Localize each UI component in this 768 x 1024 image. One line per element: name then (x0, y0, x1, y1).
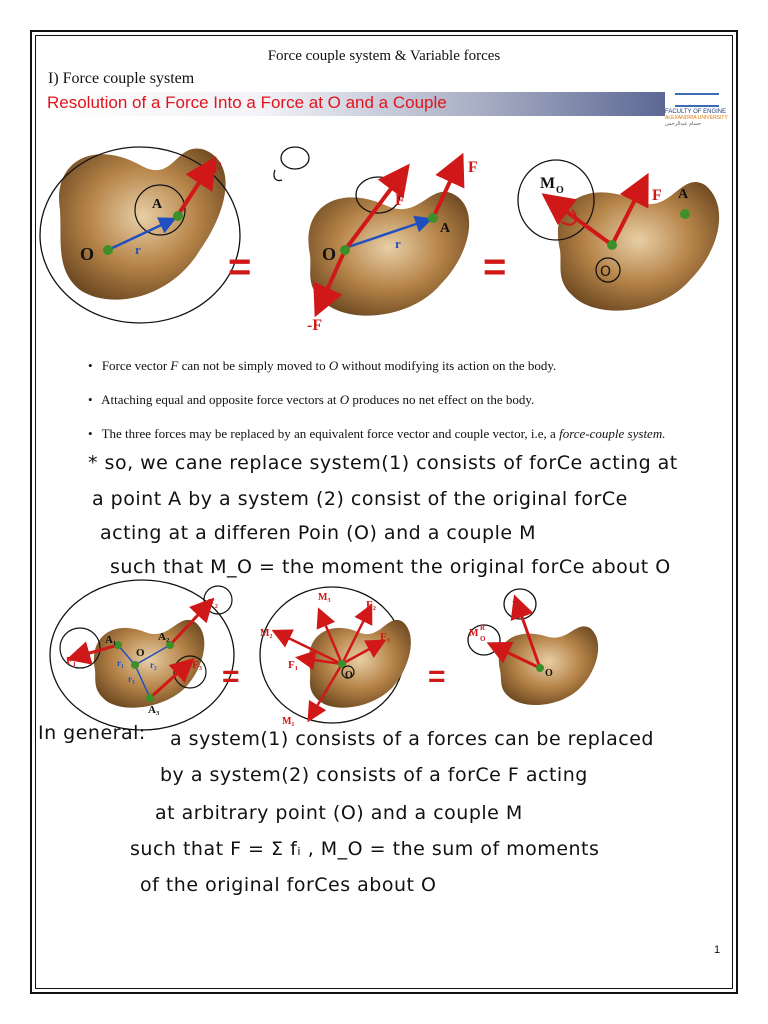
svg-text:M: M (469, 628, 479, 639)
svg-text:O: O (345, 670, 353, 681)
svg-text:M₃: M₃ (318, 592, 331, 603)
svg-text:A₃: A₃ (148, 704, 160, 716)
handwritten-note2-line5: of the original forCes about O (140, 874, 437, 896)
handwritten-note2-line2: by a system(2) consists of a forCe F acting (160, 764, 588, 786)
bullet-item: • Force vector F can not be simply moved to O without modifying its action on the body. (88, 358, 748, 374)
label-A: A (440, 221, 451, 236)
label-r: r (135, 242, 141, 257)
label-negF: -F (307, 317, 323, 334)
svg-text:r₁: r₁ (117, 658, 124, 668)
bullet-item: • The three forces may be replaced by an equivalent force vector and couple vector, i.e, a force-couple system. (88, 426, 748, 442)
svg-text:F₃: F₃ (192, 659, 203, 671)
logo-line3: حسام عبدالرحمن (665, 121, 702, 127)
section-heading: I) Force couple system (48, 70, 195, 87)
page-number: 1 (714, 944, 721, 956)
label-O: O (80, 244, 95, 264)
rigid-body-system-3 (468, 589, 598, 705)
equals-sign-1: = (228, 245, 252, 289)
svg-text:R: R (480, 624, 486, 632)
svg-text:F₂: F₂ (208, 597, 219, 609)
banner-title: Resolution of a Force Into a Force at O and a Couple (47, 93, 447, 112)
label-F: F (652, 187, 662, 204)
svg-text:O: O (545, 668, 553, 679)
svg-text:O: O (480, 635, 486, 643)
handwritten-note2-line4: such that F = Σ fᵢ , M_O = the sum of moments (130, 838, 600, 860)
label-MO: M (540, 175, 556, 192)
svg-text:r₃: r₃ (128, 674, 135, 684)
svg-text:A₁: A₁ (105, 634, 117, 646)
equals-sign-3: = (222, 660, 240, 693)
bullet-item: • Attaching equal and opposite force vectors at O produces no net effect on the body. (88, 392, 748, 408)
label-MO-sub: O (556, 185, 564, 196)
handwritten-note1-line3: acting at a differen Poin (O) and a couple M (100, 522, 536, 544)
svg-text:R: R (512, 599, 520, 611)
svg-text:A₂: A₂ (158, 631, 170, 643)
label-A: A (152, 197, 163, 212)
handwritten-note2-line1: a system(1) consists of a forces can be replaced (170, 728, 654, 750)
equals-sign-2: = (483, 245, 507, 289)
label-O: O (322, 244, 337, 264)
label-F: F (212, 160, 222, 177)
handwritten-note1-line2: a point A by a system (2) consist of the original forCe (92, 488, 628, 510)
handwritten-note1-line4: such that M_O = the moment the original forCe about O (110, 556, 671, 578)
logo-line2: ALEXANDRIA UNIVERSITY (665, 115, 728, 121)
label-O: O (600, 264, 612, 280)
svg-text:F₂: F₂ (366, 599, 377, 611)
handwritten-note2-head: In general: (38, 722, 146, 744)
svg-text:r₂: r₂ (150, 660, 157, 670)
svg-text:F₁: F₁ (288, 659, 299, 671)
label-F: F (395, 192, 405, 209)
label-r: r (395, 236, 401, 251)
svg-text:F₁: F₁ (66, 655, 77, 667)
rigid-body-system-2 (260, 587, 411, 727)
handwritten-note1-line1: * so, we cane replace system(1) consists of forCe acting at (88, 452, 678, 474)
document-title: Force couple system & Variable forces (267, 48, 501, 64)
svg-text:F₃: F₃ (380, 631, 391, 643)
logo-line1: FACULTY OF ENGINE (665, 109, 727, 115)
svg-text:M₁: M₁ (282, 716, 295, 727)
rigid-body-system-1 (50, 580, 234, 730)
label-A: A (678, 187, 689, 202)
svg-text:O: O (136, 647, 145, 659)
handwritten-note2-line3: at arbitrary point (O) and a couple M (155, 802, 523, 824)
svg-text:M₂: M₂ (260, 628, 273, 639)
label-F: F (468, 159, 478, 176)
equals-sign-4: = (428, 660, 446, 693)
